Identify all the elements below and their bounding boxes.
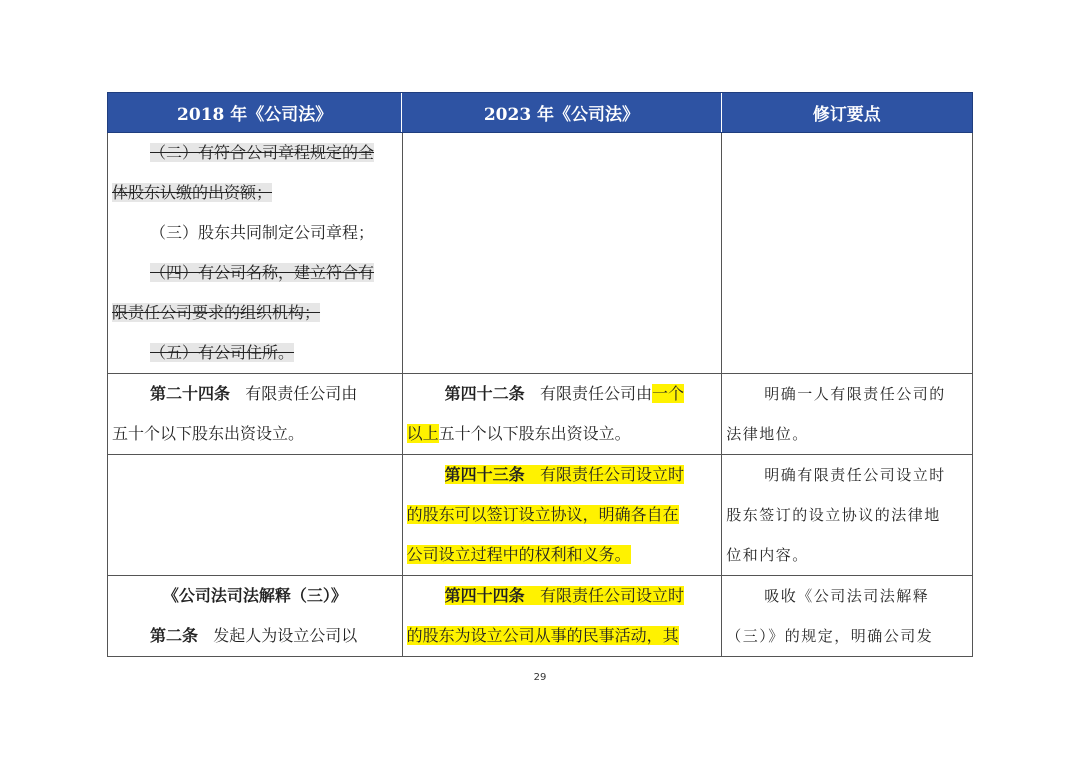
highlighted-text: 一个 (651, 384, 684, 403)
clause-text: 有限责任公司设立时 (539, 465, 684, 484)
highlighted-text: 公司设立过程中的权利和义务。 (406, 545, 631, 564)
article-number: 第四十三条 (444, 465, 525, 484)
header-key-points: 修订要点 (812, 105, 881, 125)
highlighted-text: 的股东为设立公司从事的民事活动，其 (406, 626, 679, 645)
cell-2023 (403, 133, 723, 373)
article-number: 第二条 (150, 626, 199, 645)
header-2018: 2018 年《公司法》 (108, 93, 402, 132)
clause-text: 有限责任公司由 (539, 384, 652, 403)
deleted-text: （五）有公司住所。 (150, 343, 295, 362)
cell-2023 (403, 374, 723, 454)
note-text: 位和内容。 (726, 546, 809, 564)
cell-2018 (108, 374, 403, 454)
deleted-text: （二）有符合公司章程规定的全 (150, 143, 375, 162)
highlighted-text (445, 465, 684, 484)
table-row (107, 455, 973, 576)
cell-2023 (403, 455, 723, 575)
article-number: 第二十四条 (150, 384, 231, 403)
cell-key-points (722, 374, 973, 454)
table-row (107, 576, 973, 657)
highlighted-text: 的股东可以签订设立协议，明确各自在 (406, 505, 679, 524)
table-header (107, 92, 973, 133)
clause-text: 有限责任公司由 (245, 384, 358, 403)
note-text: 股东签订的设立协议的法律地 (726, 506, 941, 524)
article-number: 第四十二条 (444, 384, 525, 403)
highlighted-text (445, 586, 684, 605)
cell-2018 (108, 455, 403, 575)
clause-text: 五十个以下股东出资设立。 (112, 424, 305, 443)
clause-text: 五十个以下股东出资设立。 (438, 424, 631, 443)
note-text: 明确有限责任公司设立时 (764, 466, 946, 484)
cell-key-points (722, 576, 973, 656)
cell-2018 (108, 133, 403, 373)
cell-key-points (722, 133, 973, 373)
table-row (107, 133, 973, 374)
comparison-table (107, 92, 973, 657)
deleted-text: 体股东认缴的出资额； (112, 183, 273, 202)
cell-2023 (403, 576, 723, 656)
note-text: 吸收《公司法司法解释 (764, 587, 930, 605)
clause-text: 有限责任公司设立时 (539, 586, 684, 605)
highlighted-text: 以上 (406, 424, 439, 443)
table-row (107, 374, 973, 455)
cell-key-points (722, 455, 973, 575)
clause-text: 发起人为设立公司以 (213, 626, 358, 645)
deleted-text: （四）有公司名称，建立符合有 (150, 263, 375, 282)
clause-text: （三）股东共同制定公司章程； (150, 223, 375, 242)
note-text: 明确一人有限责任公司的 (764, 385, 946, 403)
cell-2018 (108, 576, 403, 656)
note-text: （三）》的规定，明确公司发 (726, 627, 934, 645)
article-number: 第四十四条 (444, 586, 525, 605)
note-text: 法律地位。 (726, 425, 809, 443)
regulation-title: 《公司法司法解释（三）》 (162, 586, 347, 605)
page-number: 29 (533, 672, 547, 683)
header-2023: 2023 年《公司法》 (402, 93, 721, 132)
deleted-text: 限责任公司要求的组织机构； (112, 303, 321, 322)
